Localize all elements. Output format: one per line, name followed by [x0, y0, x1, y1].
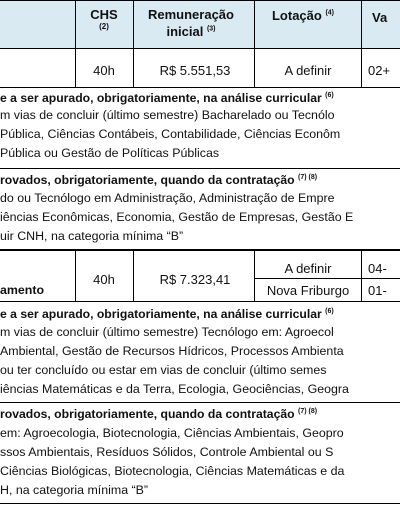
rule — [75, 0, 76, 88]
row1-vagas: 02+ — [368, 63, 391, 78]
rule — [0, 249, 400, 251]
header-lotacao: Lotação $^{(4)}$ — [271, 8, 335, 24]
header-chs: CHS (2) — [90, 7, 118, 31]
section2-line: uir CNH, na categoria mínima “B” — [0, 229, 184, 243]
rule — [0, 87, 400, 88]
row2-salary: R$ 7.323,41 — [159, 272, 231, 287]
row1-lotacao: A definir — [284, 63, 332, 78]
rule — [133, 0, 134, 88]
section4-line: ssos Ambientais, Resíduos Sólidos, Controle Ambiental ou S — [0, 445, 334, 459]
section4-title: rovados, obrigatoriamente, quando da contratação $^{(7) (8)}$ — [0, 407, 318, 422]
rule — [0, 48, 400, 49]
row2-lotacao-2: Nova Friburgo — [266, 283, 350, 298]
section4-line: Ciências Biológicas, Biotecnologia, Ciências Matemáticas e da — [0, 464, 345, 478]
rule — [0, 0, 400, 1]
row2-chs: 40h — [93, 272, 115, 287]
row2-name: amento — [0, 283, 45, 297]
rule — [254, 0, 255, 88]
section3-line: Ambiental, Gestão de Recursos Hídricos, Processos Ambienta — [0, 344, 344, 358]
rule — [361, 0, 362, 88]
section2-title: rovados, obrigatoriamente, quando da contratação $^{(7) (8)}$ — [0, 173, 318, 188]
rule — [0, 402, 400, 403]
section1-line: Pública, Ciências Contábeis, Contabilidade, Ciências Econôm — [0, 127, 341, 141]
rule — [255, 278, 400, 279]
rule — [254, 250, 255, 302]
section3-line: iências Matemáticas e da Terra, Ecologia, Geociências, Geogra — [0, 382, 349, 396]
section1-title: e a ser apurado, obrigatoriamente, na análise curricular $^{(6)}$ — [0, 91, 334, 106]
rule — [0, 168, 400, 169]
rule — [0, 503, 400, 504]
row1-salary: R$ 5.551,53 — [159, 63, 231, 78]
header-remuneracao: Remuneração inicial $^{(3)}$ — [148, 7, 234, 40]
row2-vagas-1: 04- — [368, 261, 387, 276]
row2-vagas-2: 01- — [368, 283, 387, 298]
header-vagas: Va — [372, 10, 388, 25]
section4-line: H, na categoria mínima “B” — [0, 483, 149, 497]
section1-line: Pública ou Gestão de Políticas Públicas — [0, 146, 220, 160]
rule — [361, 250, 362, 302]
section3-title: e a ser apurado, obrigatoriamente, na análise curricular $^{(6)}$ — [0, 307, 334, 322]
section4-line: em: Agroecologia, Biotecnologia, Ciências Ambientais, Geopro — [0, 426, 344, 440]
section2-line: do ou Tecnólogo em Administração, Administração de Empre — [0, 191, 335, 205]
row2-lotacao-1: A definir — [284, 261, 332, 276]
rule — [0, 301, 400, 302]
section2-line: iências Econômicas, Economia, Gestão de Empresas, Gestão E — [0, 210, 354, 224]
section3-line: ou ter concluído ou estar em vias de concluir (último semes — [0, 363, 327, 377]
section1-line: m vias de concluir (último semestre) Bacharelado ou Tecnólo — [0, 108, 335, 122]
section3-line: m vias de concluir (último semestre) Tecnólogo em: Agroecol — [0, 325, 334, 339]
rule — [133, 250, 134, 302]
row1-chs: 40h — [93, 63, 115, 78]
rule — [75, 250, 76, 302]
